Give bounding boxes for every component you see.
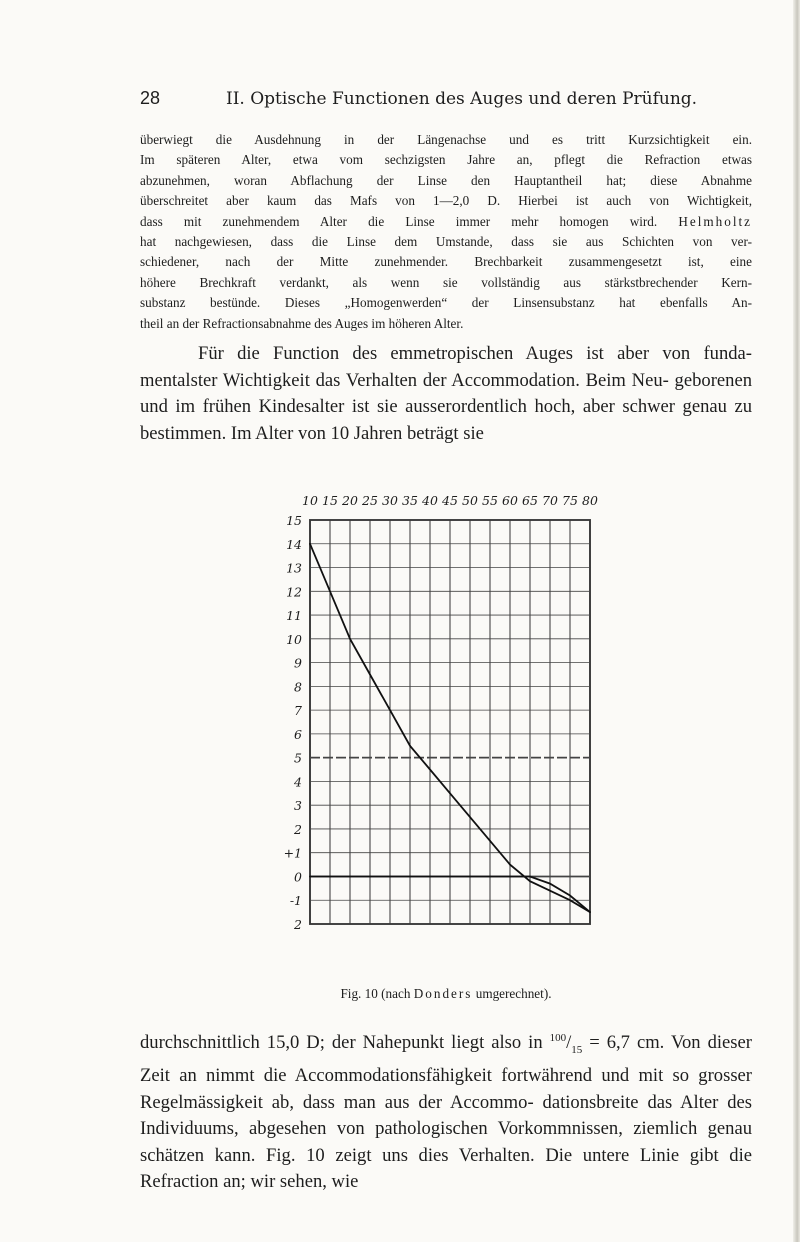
paragraph-refraction (140, 130, 752, 334)
fraction-numerator: 100 (549, 1032, 567, 1044)
x-tick-label: 45 (442, 493, 458, 508)
series-point (429, 769, 431, 771)
series-point (549, 890, 551, 892)
caption-prefix: Fig. 10 (nach (340, 986, 414, 1001)
series-point (489, 876, 491, 878)
figure-caption (140, 986, 752, 1002)
x-tick-label: 15 (322, 493, 338, 508)
text-line: theil an der Refractionsabnahme des Auges im höheren Alter. (140, 315, 464, 331)
series-point (589, 911, 591, 913)
x-tick-label: 50 (462, 493, 478, 508)
text-line: überwiegt die Ausdehnung in der Längenachse und es tritt Kurzsichtigkeit ein. (140, 132, 752, 147)
x-tick-label: 70 (542, 493, 558, 508)
series-point (569, 899, 571, 901)
y-tick-label: -1 (289, 893, 302, 909)
y-tick-label: 14 (286, 536, 302, 552)
series-point (369, 674, 371, 676)
series-point (309, 876, 311, 878)
text-rest: = 6,7 cm. Von dieser Zeit an nimmt die Accommodationsfähigkeit fortwährend und mit so grosser Regelmässigkeit ab, dass man aus der Accommo- dationsbreite das Alter des Individuums, abgesehen von pathologischen Vorkommnissen, ziemlich genau schätzen kann. Fig. 10 zeigt uns dies Verhalten. Die untere Linie gibt die Refraction an; wir sehen, wie (140, 1032, 752, 1193)
paragraph-text: Für die Function des emmetropischen Auges ist aber von funda- mentalster Wichtigkeit das Verhalten der Accommodation. Beim Neu- geborenen und im frühen Kindesalter ist sie ausserordentlich hoch, aber schwer genau zu bestimmen. Im Alter von 10 Jahren beträgt sie (140, 343, 752, 444)
y-tick-label: 10 (286, 631, 302, 647)
series-point (369, 876, 371, 878)
series-point (529, 880, 531, 882)
x-tick-label: 30 (382, 493, 398, 508)
fraction-denominator: 15 (571, 1043, 583, 1056)
series-point (389, 876, 391, 878)
x-tick-label: 25 (362, 493, 378, 508)
series-point (549, 883, 551, 885)
y-tick-label: +1 (283, 845, 302, 861)
series-point (529, 876, 531, 878)
y-tick-label: 0 (294, 869, 302, 885)
y-tick-label: 9 (294, 655, 302, 671)
text-line: abzunehmen, woran Abflachung der Linse den Hauptantheil hat; diese Abnahme (140, 172, 752, 188)
chart-grid (310, 520, 590, 924)
paragraph-text: durchschnittlich 15,0 D; der Nahepunkt liegt also in $^{100}/_{15} = 6,7$ cm. Von dieser Zeit an nimmt die Accommodationsfähigkeit fortwährend und mit so grosser Regelmässigkeit ab, dass man aus der Accommo- dationsbreite das Alter des Individuums, abgesehen von pathologischen Vorkommnissen, ziemlich genau schätzen kann. Fig. 10 zeigt uns dies Verhalten. Die untere Linie gibt die Refraction an; wir sehen, wie (140, 1032, 752, 1193)
series-point (389, 709, 391, 711)
text-line: Im späteren Alter, etwa vom sechzigsten Jahre an, pflegt die Refraction etwas (140, 152, 752, 168)
series-point (349, 876, 351, 878)
running-header (140, 88, 700, 109)
text-line (140, 212, 752, 232)
series-point (569, 895, 571, 897)
y-tick-label: 7 (294, 703, 302, 719)
text-line: hat nachgewiesen, dass die Linse dem Umstande, dass sie aus Schichten von ver- (140, 234, 752, 250)
x-tick-label: 35 (402, 493, 418, 508)
x-tick-label: 55 (482, 493, 498, 508)
y-tick-label: 5 (294, 750, 302, 766)
series-point (309, 543, 311, 545)
series-point (469, 816, 471, 818)
x-tick-label: 75 (562, 493, 578, 508)
text-line: überschreitet aber kaum das Mafs von 1—2,0 D. Hierbei ist auch von Wichtigkeit, (140, 193, 752, 209)
paragraph-near-point (140, 1025, 752, 1196)
series-point (409, 876, 411, 878)
x-tick-label: 10 (302, 493, 318, 508)
paragraph-accommodation (140, 341, 752, 447)
y-tick-label: 11 (286, 608, 302, 624)
y-tick-label: 2 (294, 917, 302, 932)
caption-author: Donders (413, 986, 473, 1001)
text-line: höhere Brechkraft verdankt, als wenn sie vollständig aus stärkstbrechender Kern- (140, 274, 752, 290)
text-line: substanz bestünde. Dieses „Homogenwerden“ der Linsensubstanz hat ebenfalls An- (140, 295, 752, 311)
y-tick-label: 13 (286, 560, 302, 576)
series-point (329, 590, 331, 592)
y-tick-label: 3 (294, 798, 302, 814)
running-title: II. Optische Functionen des Auges und deren Prüfung. (226, 89, 698, 109)
series-point (429, 876, 431, 878)
x-axis-ticks (302, 493, 598, 508)
series-point (489, 840, 491, 842)
figure-10-chart (250, 485, 610, 980)
series-point (509, 876, 511, 878)
series-point (449, 876, 451, 878)
x-tick-label: 80 (582, 493, 598, 508)
series-point (449, 792, 451, 794)
series-point (409, 745, 411, 747)
y-tick-label: 15 (286, 513, 302, 528)
series-point (509, 864, 511, 866)
text-start: durchschnittlich 15,0 D; der Nahepunkt liegt also in (140, 1032, 550, 1054)
y-tick-label: 6 (294, 726, 302, 742)
x-tick-label: 40 (422, 493, 438, 508)
author-name: Helmholtz (678, 213, 752, 229)
text-line: schiedener, nach der Mitte zunehmender. Brechbarkeit zusammengesetzt ist, eine (140, 254, 752, 270)
x-tick-label: 60 (502, 493, 518, 508)
x-tick-label: 20 (342, 493, 358, 508)
page-number: 28 (140, 88, 161, 108)
page-edge-shadow (793, 0, 800, 1242)
y-tick-label: 12 (286, 584, 302, 600)
caption-suffix: umgerechnet). (472, 986, 552, 1001)
series-point (329, 876, 331, 878)
y-tick-label: 2 (294, 821, 302, 837)
series-point (349, 638, 351, 640)
x-tick-label: 65 (522, 493, 538, 508)
y-tick-label: 4 (294, 774, 302, 790)
y-tick-label: 8 (294, 679, 302, 695)
text-line-part: dass mit zunehmendem Alter die Linse immer mehr homogen wird. (140, 213, 679, 229)
series-point (469, 876, 471, 878)
y-axis-ticks (284, 513, 302, 932)
